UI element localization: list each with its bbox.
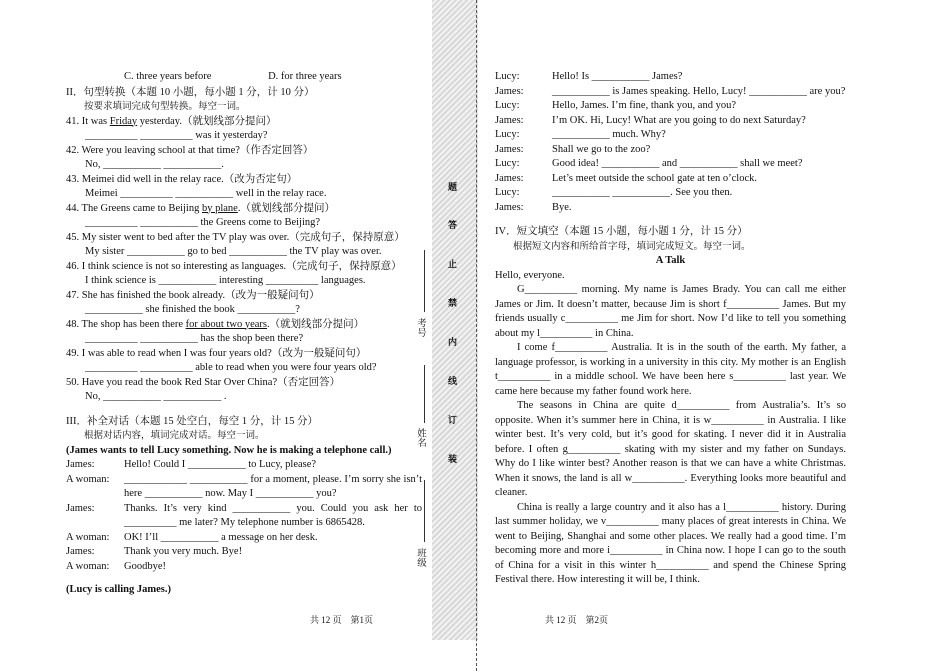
section2-title: II．句型转换（本题 10 小题，每小题 1 分，计 10 分） <box>66 86 315 98</box>
speaker: James: <box>66 502 95 514</box>
right-page <box>495 70 846 588</box>
q41-prefix: 41. It was <box>66 115 110 127</box>
line-text: ____________ ___________ for a moment, please. I’m sorry she isn’t here ___________ now. May I ___________ you? <box>124 473 422 499</box>
answer-48: __________ ___________ has the shop been there? <box>85 333 304 344</box>
line-text: I’m OK. Hi, Lucy! What are you going to do next Saturday? <box>552 114 806 126</box>
dialogue-line <box>495 172 846 187</box>
line-text: Let’s meet outside the school gate at ten o’clock. <box>552 172 757 184</box>
line-text: Thank you very much. Bye! <box>124 546 243 557</box>
banji-label: 班级 <box>415 548 425 567</box>
dialogue-line <box>495 114 846 129</box>
line-text: Thanks. It’s very kind ___________ you. Could you ask her to __________ me later? My telephone number is 6865428. <box>124 502 422 528</box>
q41-suffix: yesterday.（就划线部分提问） <box>137 115 277 127</box>
binding-char: 禁 <box>448 298 458 308</box>
answer-41: __________ __________ was it yesterday? <box>85 130 268 141</box>
answer-42: No, ___________ ___________. <box>85 159 224 170</box>
section3-instruction: 根据对话内容，填词完成对话。每空一词。 <box>84 431 265 441</box>
speaker: Lucy: <box>495 71 520 82</box>
speaker: James: <box>495 201 524 213</box>
binding-char: 装 <box>448 454 458 464</box>
dialogue-line <box>66 531 422 546</box>
dialogue-line <box>66 502 422 531</box>
q44-underlined: by plane <box>201 202 238 214</box>
line-text: ___________ is James speaking. Hello, Lucy! ___________ are you? <box>552 85 846 97</box>
answer-45: My sister ___________ go to bed ___________ the TV play was over. <box>85 246 382 257</box>
top-options <box>66 70 422 85</box>
line-text: Hello! Is ___________ James? <box>552 71 683 82</box>
question-48 <box>66 318 422 333</box>
option-d: D. for three years <box>268 71 342 82</box>
speaker: Lucy: <box>495 158 520 169</box>
left-page <box>66 70 422 598</box>
question-50: 50. Have you read the book Red Star Over China?（否定回答） <box>66 376 341 388</box>
q48-prefix: 48. The shop has been there <box>66 318 186 330</box>
option-c: C. three years before <box>124 71 212 82</box>
line-text: Hello, James. I’m fine, thank you, and you? <box>552 100 736 111</box>
section3-title: III．补全对话（本题 15 处空白，每空 1 分，计 15 分） <box>66 415 318 427</box>
binding-char: 答 <box>448 220 458 230</box>
dialogue-line <box>66 458 422 473</box>
binding-char: 内 <box>448 337 458 347</box>
line-text: Shall we go to the zoo? <box>552 143 651 155</box>
speaker: James: <box>495 114 524 126</box>
answer-44: __________ ___________ the Greens come to Beijing? <box>85 217 321 228</box>
binding-char: 线 <box>448 376 458 386</box>
speaker: Lucy: <box>495 187 520 198</box>
scene2: (Lucy is calling James.) <box>66 584 171 595</box>
speaker: A woman: <box>66 531 110 543</box>
binding-char: 止 <box>448 259 458 269</box>
binding-char: 订 <box>448 415 458 425</box>
q48-suffix: .（就划线部分提问） <box>267 318 365 330</box>
dialogue-line <box>495 99 846 114</box>
dialogue-line <box>66 560 422 575</box>
speaker: James: <box>495 172 524 184</box>
line-text: Good idea! ___________ and ___________ shall we meet? <box>552 158 803 169</box>
section4-instruction: 根据短文内容和所给首字母，填词完成短文。每空一词。 <box>513 241 751 252</box>
paragraph: The seasons in China are quite d__________ from Australia’s. It’s so opposite. When it’s summer here in China, it is w__________ in Australia. I like winter best. It’s very cold, but it’s good for skating. I never did it in Australia before. I often g__________ skating with my sister and my father on Sundays. Why do I like winter best? Another reason is that we can have a white Christmas. When it snows, the land is all w__________. Everything looks more beautiful and cleaner. <box>495 400 846 498</box>
q44-prefix: 44. The Greens came to Beijing <box>66 202 202 214</box>
paragraph: China is really a large country and it also has a l__________ history. During last summer holiday, we v__________ many places of great interests in China. We went to Beijing, Shanghai and some other places. We really had a good time. I’m becoming more and more i__________ in China now. I hope I can go to the south of China for a visit in this winter h__________ and spend the Chinese Spring Festival there. How interesting it will be, I think. <box>495 501 846 585</box>
cut-line <box>476 0 477 671</box>
speaker: A woman: <box>66 560 110 572</box>
speaker: James: <box>66 546 95 557</box>
section2-items <box>66 115 422 405</box>
paragraph: I come f__________ Australia. It is in the south of the earth. My father, a language professor, is working in a university in this city. My mother is an English t__________ in a middle school. We have been here s__________ last year. We came here because my father found work here. <box>495 342 846 397</box>
question-42: 42. Were you leaving school at that time?（作否定回答） <box>66 144 314 156</box>
left-footer: 共 12 页 第1页 <box>310 615 374 625</box>
question-45: 45. My sister went to bed after the TV play was over.（完成句子，保持原意） <box>66 231 405 243</box>
question-47: 47. She has finished the book already.（改为一般疑问句） <box>66 289 320 301</box>
dialogue-line <box>495 143 846 158</box>
right-footer: 共 12 页 第2页 <box>545 615 609 625</box>
dialogue-line <box>66 473 422 502</box>
passage-title: A Talk <box>655 255 686 266</box>
speaker: Lucy: <box>495 129 520 140</box>
line-text: Hello! Could I ___________ to Lucy, please? <box>124 459 317 470</box>
dialogue-line <box>66 545 422 560</box>
line-text: OK! I’ll ___________ a message on her desk. <box>124 531 318 543</box>
line-text: ___________ ___________. See you then. <box>552 187 733 198</box>
answer-47: ___________ she finished the book ___________? <box>85 304 300 315</box>
section2-instruction: 按要求填词完成句型转换。每空一词。 <box>84 102 246 112</box>
section4-title: IV．短文填空（本题 15 小题，每小题 1 分，计 15 分） <box>495 226 748 237</box>
question-43: 43. Meimei did well in the relay race.（改为否定句） <box>66 173 298 185</box>
binding-stripe <box>432 0 478 640</box>
question-49: 49. I was able to read when I was four years old?（改为一般疑问句） <box>66 347 367 359</box>
dialogue-line <box>495 70 846 85</box>
dialogue-line <box>495 201 846 216</box>
q48-underlined: for about two years <box>185 318 268 330</box>
q41-underlined: Friday <box>109 115 138 127</box>
kaohao-label: 考号 <box>415 318 425 337</box>
line-text: ___________ much. Why? <box>552 129 666 140</box>
q44-suffix: .（就划线部分提问） <box>237 202 335 214</box>
answer-46: I think science is ___________ interesting __________ languages. <box>85 275 366 286</box>
xingming-line <box>424 365 425 423</box>
passage-greeting: Hello, everyone. <box>495 269 565 281</box>
question-41 <box>66 115 422 130</box>
banji-line <box>424 480 425 542</box>
answer-50: No, ___________ ___________ . <box>85 391 227 402</box>
dialogue-line <box>495 128 846 143</box>
xingming-label: 姓名 <box>415 428 425 447</box>
dialogue-line <box>495 157 846 172</box>
question-46: 46. I think science is not so interesting as languages.（完成句子，保持原意） <box>66 260 402 272</box>
speaker: James: <box>495 143 524 155</box>
speaker: James: <box>495 85 524 97</box>
scene1: (James wants to tell Lucy something. Now he is making a telephone call.) <box>66 444 392 456</box>
answer-43: Meimei __________ ___________ well in the relay race. <box>85 188 327 199</box>
speaker: James: <box>66 459 95 470</box>
speaker: A woman: <box>66 473 110 485</box>
line-text: Goodbye! <box>124 560 166 572</box>
dialogue-line <box>495 85 846 100</box>
binding-char: 题 <box>448 182 458 192</box>
dialogue-line <box>495 186 846 201</box>
paragraph: G__________ morning. My name is James Brady. You can call me either James or Jim. It doesn’t matter, because Jim is short f__________ James. But my friends usually c__________ me Jim for short. Now I’d like to tell you something about my l__________ in China. <box>495 284 846 339</box>
answer-49: __________ __________ able to read when you were four years old? <box>85 362 377 373</box>
kaohao-line <box>424 250 425 312</box>
line-text: Bye. <box>552 201 572 213</box>
question-44 <box>66 202 422 217</box>
speaker: Lucy: <box>495 100 520 111</box>
